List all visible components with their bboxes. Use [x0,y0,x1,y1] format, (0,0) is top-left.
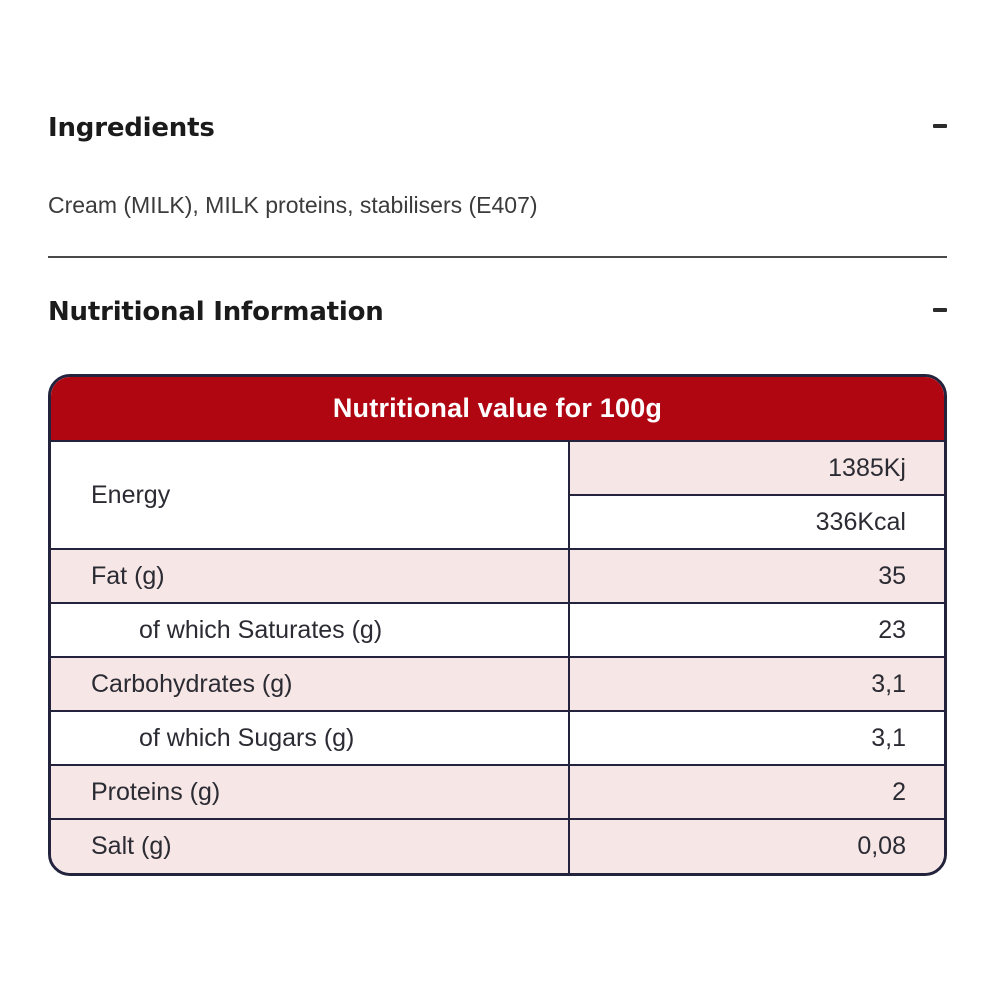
row-value-energy-kj: 1385Kj [569,441,944,495]
table-row [51,819,944,873]
table-row [51,549,944,603]
section-divider [48,256,947,258]
table-row [51,711,944,765]
nutrition-title: Nutritional Information [48,297,384,327]
ingredients-section [48,112,947,220]
nutrition-table [48,374,947,876]
table-row [51,441,944,495]
table-row [51,765,944,819]
table-header-row [51,377,944,441]
row-label-proteins: Proteins (g) [51,765,569,819]
row-value-fat: 35 [569,549,944,603]
row-label-salt: Salt (g) [51,819,569,873]
nutrition-section [48,296,947,876]
row-value-salt: 0,08 [569,819,944,873]
row-value-sugars: 3,1 [569,711,944,765]
table-title: Nutritional value for 100g [51,377,944,441]
collapse-minus-icon[interactable] [933,308,947,312]
row-label-carbohydrates: Carbohydrates (g) [51,657,569,711]
row-value-energy-kcal: 336Kcal [569,495,944,549]
row-value-saturates: 23 [569,603,944,657]
nutrition-accordion-header[interactable] [48,296,947,328]
ingredients-title: Ingredients [48,113,215,143]
collapse-minus-icon[interactable] [933,124,947,128]
row-label-fat: Fat (g) [51,549,569,603]
ingredients-text: Cream (MILK), MILK proteins, stabilisers (E407) [48,192,538,218]
table-row [51,657,944,711]
row-label-energy: Energy [51,441,569,549]
table-row [51,603,944,657]
row-label-saturates: of which Saturates (g) [51,603,569,657]
row-value-proteins: 2 [569,765,944,819]
ingredients-accordion-header[interactable] [48,112,947,144]
row-value-carbohydrates: 3,1 [569,657,944,711]
row-label-sugars: of which Sugars (g) [51,711,569,765]
